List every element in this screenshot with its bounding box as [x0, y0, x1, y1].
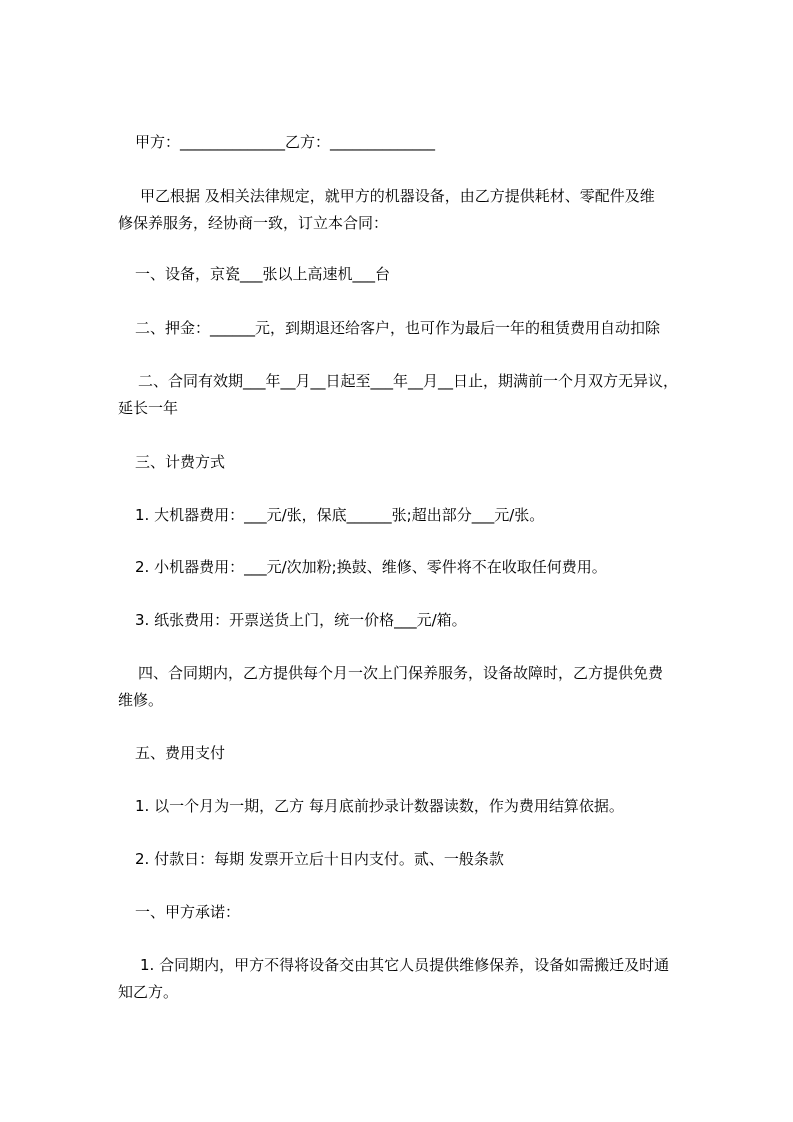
- party-a-heading: 一、甲方承诺：: [135, 903, 241, 921]
- billing-item-paper: 3. 纸张费用：开票送货上门，统一价格___元/箱。: [135, 611, 467, 629]
- term-clause-line-1: 二、合同有效期___年__月__日起至___年__月__日止，期满前一个月双方无异议，: [138, 372, 679, 390]
- term-clause-line-2: 延长一年: [118, 399, 179, 417]
- billing-item-small-machine: 2. 小机器费用：___元/次加粉;换鼓、维修、零件将不在收取任何费用。: [135, 558, 607, 576]
- payment-item-period: 1. 以一个月为一期，乙方 每月底前抄录计数器读数，作为费用结算依据。: [135, 797, 624, 815]
- service-clause-line-2: 维修。: [118, 691, 164, 709]
- deposit-clause: 二、押金：______元，到期退还给客户，也可作为最后一年的租赁费用自动扣除: [135, 319, 661, 337]
- party-a-promise-line-2: 知乙方。: [118, 983, 179, 1001]
- payment-item-due-date: 2. 付款日：每期 发票开立后十日内支付。贰、一般条款: [135, 850, 504, 868]
- billing-heading: 三、计费方式: [135, 453, 226, 471]
- service-clause-line-1: 四、合同期内，乙方提供每个月一次上门保养服务，设备故障时，乙方提供免费: [138, 664, 664, 682]
- parties-line: 甲方：______________乙方：______________: [135, 133, 436, 151]
- intro-line-2: 修保养服务，经协商一致，订立本合同：: [118, 214, 389, 232]
- intro-line-1: 甲乙根据 及相关法律规定，就甲方的机器设备，由乙方提供耗材、零配件及维: [140, 187, 655, 205]
- payment-heading: 五、费用支付: [135, 744, 226, 762]
- party-a-promise-line-1: 1. 合同期内，甲方不得将设备交由其它人员提供维修保养，设备如需搬迁及时通: [140, 956, 670, 974]
- equipment-clause: 一、设备，京瓷___张以上高速机___台: [135, 265, 391, 283]
- billing-item-large-machine: 1. 大机器费用：___元/张，保底______张;超出部分___元/张。: [135, 506, 545, 524]
